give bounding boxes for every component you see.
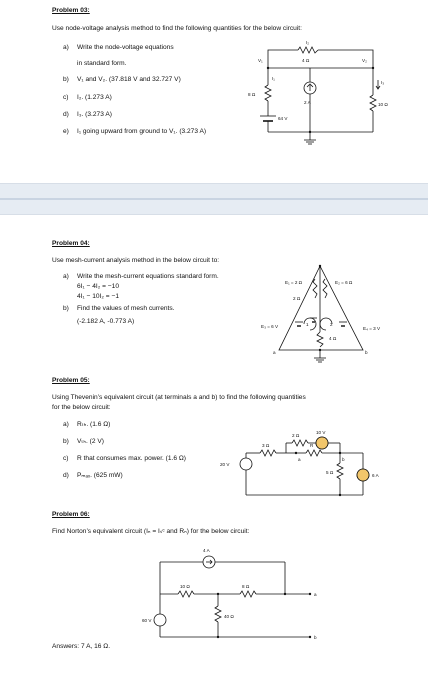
p3-a-text1: Write the node-voltage equations (77, 44, 174, 51)
p5-c-text: R that consumes max. power. (1.6 Ω) (77, 455, 187, 462)
p4-r4-label: 4 Ω (329, 336, 337, 341)
p3-d-text: I₃. (3.273 A) (77, 111, 112, 118)
p3-b-text: V₁ and V₂. (37.818 V and 32.727 V) (77, 76, 181, 83)
p4-mesh1-label: 1 (306, 322, 309, 327)
p5-b-label: b) (63, 438, 69, 445)
p4-mesh2-label: 2 (330, 322, 333, 327)
p4-eq2: 4I₁ − 10I₂ = −1 (77, 293, 119, 300)
p4-b-text: Find the values of mesh currents. (77, 305, 175, 312)
p6-node-b: b (314, 635, 317, 640)
p5-20v-label: 20 V (220, 462, 230, 467)
p5-6a-source (357, 469, 369, 481)
divider-line (0, 198, 428, 200)
p6-4a-label: 4 A (203, 548, 210, 553)
section-divider (0, 183, 428, 215)
p4-e3-label: E₃ = 6 V (261, 324, 279, 329)
problem-03-title: Problem 03: (52, 7, 90, 14)
p3-e-label: e) (63, 128, 69, 135)
p5-c-label: c) (63, 455, 69, 462)
p3-64v-label: 64 V (278, 116, 288, 121)
p6-node-a: a (314, 592, 317, 597)
p3-d-label: d) (63, 111, 69, 118)
p4-b-label: b) (63, 305, 69, 312)
p4-eq1: 6I₁ − 4I₂ = −10 (77, 283, 119, 290)
p6-r8-label: 8 Ω (242, 584, 250, 589)
p5-d-label: d) (63, 472, 69, 479)
p5-b-text: Vₜₕ. (2 V) (77, 438, 104, 445)
p3-a-label: a) (63, 44, 69, 51)
p5-r2-label: 2 Ω (292, 433, 300, 438)
p3-c-label: c) (63, 94, 69, 101)
p5-circuit-diagram (218, 430, 418, 503)
p4-r2-label: 2 Ω (293, 296, 301, 301)
p4-e1-label: E₁ = 2 Ω (285, 280, 303, 285)
problem-03-intro: Use node-voltage analysis method to find the following quantities for the below circuit: (52, 25, 302, 32)
p3-r8-label: 8 Ω (248, 92, 256, 97)
p4-e2-label: E₂ = 6 Ω (335, 280, 353, 285)
problem-05-title: Problem 05: (52, 377, 90, 384)
p3-i1-label: I₁ (272, 76, 275, 81)
p4-circuit-diagram (255, 262, 385, 372)
p5-d-text: Pₘₐₓ. (625 mW) (77, 472, 123, 479)
p6-r10-label: 10 Ω (180, 584, 190, 589)
p5-a-node: a (298, 457, 301, 462)
p3-v2-label: V₂ (362, 58, 367, 63)
p3-e-text: I₁ going upward from ground to V₁. (3.273 A) (77, 128, 207, 135)
p5-a-text: Rₜₕ. (1.6 Ω) (77, 421, 111, 428)
p6-circuit-diagram (140, 542, 340, 652)
p3-v1-label: V₁ (258, 58, 263, 63)
p3-b-label: b) (63, 76, 69, 83)
p4-b-answer: (-2.182 A, -0.773 A) (77, 318, 135, 325)
problem-04-intro: Use mesh-current analysis method in the below circuit to: (52, 257, 220, 264)
p5-r3-label: 3 Ω (262, 443, 270, 448)
p4-a-label: a) (63, 273, 69, 280)
p6-60v-label: 60 V (142, 618, 152, 623)
problem-05-intro1: Using Thevenin’s equivalent circuit (at terminals a and b) to find the following quantities (52, 394, 306, 401)
p5-10v-label: 10 V (316, 430, 326, 435)
p3-c-text: I₂. (1.273 A) (77, 94, 112, 101)
p4-node-a: a (273, 350, 276, 355)
p5-b-node: b (342, 457, 345, 462)
p3-r10-label: 10 Ω (378, 102, 388, 107)
p3-a-text2: in standard form. (77, 60, 127, 67)
problem-06-intro: Find Norton’s equivalent circuit (Iₙ = Iₛᶜ and Rₙ) for the below circuit: (52, 528, 250, 535)
p3-i2-label: I₂ (306, 40, 310, 45)
p4-a-text: Write the mesh-current equations standard form. (77, 273, 219, 280)
p6-answer: Answers: 7 A, 16 Ω. (52, 643, 111, 650)
p5-6a-label: 6 A (372, 473, 379, 478)
p3-circuit-diagram (238, 40, 418, 158)
problem-05-intro2: for the below circuit: (52, 404, 111, 411)
p6-r40-label: 40 Ω (224, 614, 234, 619)
p5-r5-label: 5 Ω (326, 470, 334, 475)
p5-a-label: a) (63, 421, 69, 428)
p3-i3-label: I₃ (381, 80, 385, 85)
p4-e4-label: E₄ = 3 V (363, 326, 381, 331)
p4-node-b: b (365, 350, 368, 355)
p5-10v-source (316, 437, 328, 449)
p3-r4-label: 4 Ω (302, 58, 310, 63)
problem-06-title: Problem 06: (52, 511, 90, 518)
p5-r-label: R (310, 443, 314, 448)
p3-2a-label: 2 A (304, 100, 311, 105)
problem-04-title: Problem 04: (52, 240, 90, 247)
